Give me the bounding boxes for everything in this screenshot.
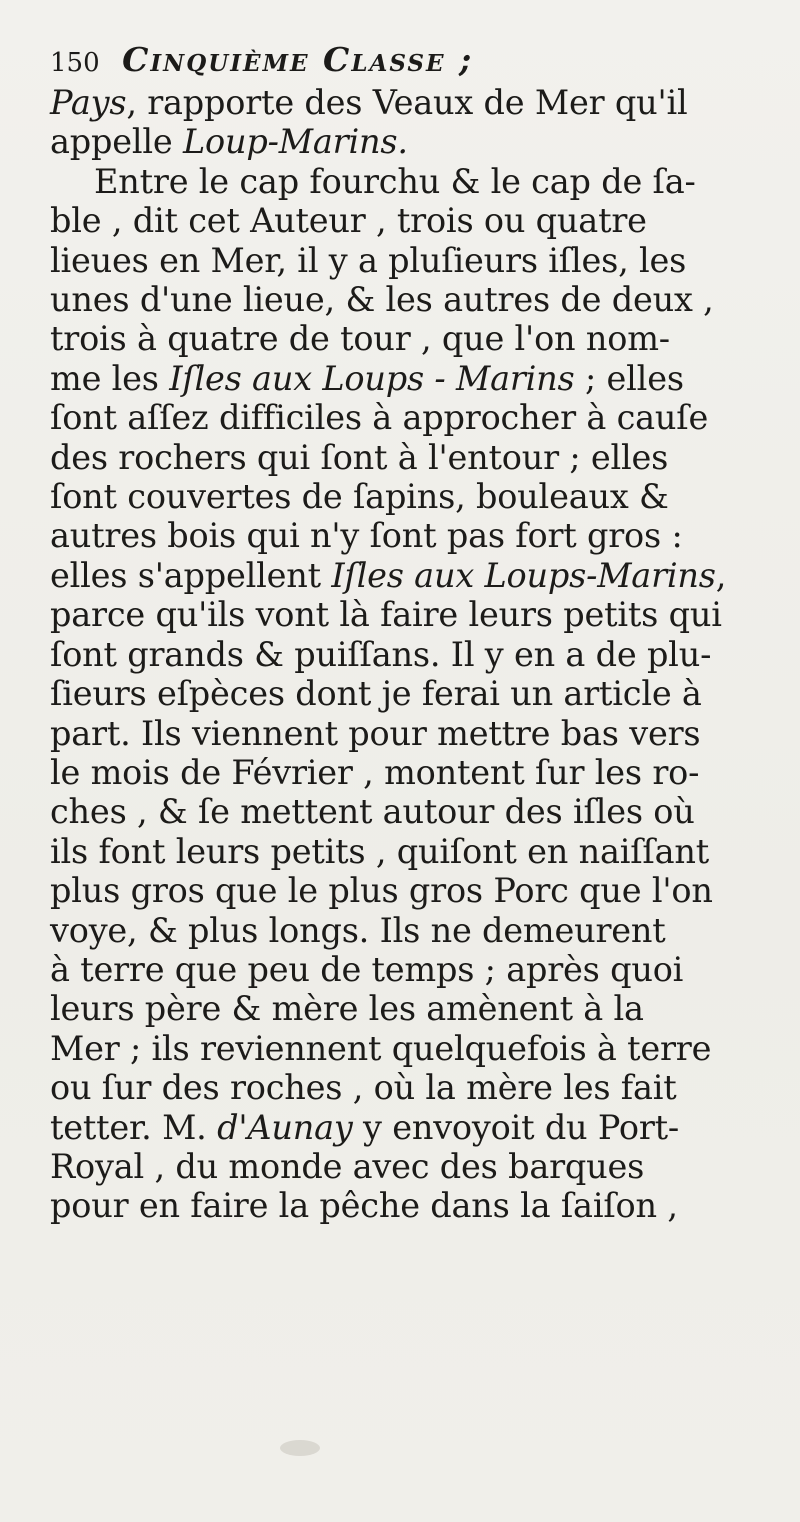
text-line bbox=[50, 753, 790, 792]
text-segment: part. Ils viennent pour mettre bas vers bbox=[50, 713, 701, 753]
text-segment: appelle bbox=[50, 122, 183, 162]
italic-text: Iſles aux Loups-Marins bbox=[331, 555, 716, 595]
text-segment: , rapporte des Veaux de Mer qu'il bbox=[126, 83, 688, 122]
text-segment: leurs père & mère les amènent à la bbox=[50, 989, 644, 1029]
ink-spot bbox=[280, 1440, 320, 1456]
text-line bbox=[50, 911, 790, 950]
text-line bbox=[50, 950, 790, 989]
text-segment: ſont grands & puiſſans. Il y en a de plu- bbox=[50, 634, 712, 674]
text-segment: me les bbox=[50, 358, 170, 398]
text-line bbox=[50, 792, 790, 831]
text-line bbox=[50, 280, 790, 319]
text-segment: ils font leurs petits , quiſont en naiſſant bbox=[50, 831, 710, 871]
text-segment: lieues en Mer, il y a pluſieurs iſles, les bbox=[50, 240, 687, 280]
italic-text: d'Aunay bbox=[217, 1107, 353, 1147]
text-segment: Entre le cap fourchu & le cap de ſa- bbox=[94, 161, 696, 201]
text-line bbox=[50, 595, 790, 634]
text-line bbox=[50, 319, 790, 358]
text-segment: plus gros que le plus gros Porc que l'on bbox=[50, 871, 713, 911]
text-segment: trois à quatre de tour , que l'on nom- bbox=[50, 319, 670, 359]
text-line bbox=[50, 1029, 790, 1068]
running-header bbox=[50, 40, 790, 83]
body-text bbox=[50, 83, 790, 1226]
text-line bbox=[50, 1108, 790, 1147]
text-segment: à terre que peu de temps ; après quoi bbox=[50, 949, 684, 989]
text-line bbox=[50, 871, 790, 910]
text-line bbox=[50, 516, 790, 555]
text-line bbox=[50, 122, 790, 161]
text-segment: ches , & ſe mettent autour des iſles où bbox=[50, 792, 695, 832]
text-line bbox=[50, 635, 790, 674]
text-segment: , bbox=[715, 555, 727, 595]
text-line bbox=[50, 438, 790, 477]
text-line bbox=[50, 241, 790, 280]
italic-text: Iſles aux Loups - Marins bbox=[169, 358, 575, 398]
text-line bbox=[50, 359, 790, 398]
text-line bbox=[50, 201, 790, 240]
text-segment: ; elles bbox=[574, 358, 684, 398]
text-line bbox=[50, 398, 790, 437]
text-line bbox=[50, 477, 790, 516]
text-segment: ſieurs eſpèces dont je ferai un article à bbox=[50, 674, 702, 714]
text-line bbox=[50, 674, 790, 713]
text-line bbox=[50, 832, 790, 871]
text-segment: ble , dit cet Auteur , trois ou quatre bbox=[50, 201, 647, 241]
text-segment: tetter. M. bbox=[50, 1107, 218, 1147]
text-line bbox=[50, 1068, 790, 1107]
text-line bbox=[50, 989, 790, 1028]
text-segment: des rochers qui ſont à l'entour ; elles bbox=[50, 437, 669, 477]
text-segment: ou ſur des roches , où la mère les fait bbox=[50, 1068, 677, 1108]
text-line bbox=[50, 1186, 790, 1225]
text-line bbox=[50, 162, 790, 201]
text-segment: unes d'une lieue, & les autres de deux , bbox=[50, 280, 714, 320]
running-title: Cinquième Classe ; bbox=[122, 40, 474, 79]
text-segment: ſont aſſez difficiles à approcher à cauſe bbox=[50, 398, 709, 438]
text-segment: Royal , du monde avec des barques bbox=[50, 1146, 645, 1186]
text-segment: autres bois qui n'y ſont pas fort gros : bbox=[50, 516, 683, 556]
page-number: 150 bbox=[50, 48, 100, 78]
text-block bbox=[50, 40, 790, 1226]
text-segment: pour en faire la pêche dans la ſaiſon , bbox=[50, 1186, 678, 1226]
text-line bbox=[50, 1147, 790, 1186]
italic-text: Loup-Marins. bbox=[183, 122, 408, 162]
text-line bbox=[50, 714, 790, 753]
text-segment: Mer ; ils reviennent quelquefois à terre bbox=[50, 1028, 712, 1068]
text-segment: ſont couvertes de ſapins, bouleaux & bbox=[50, 477, 669, 517]
italic-text: Pays bbox=[50, 83, 127, 122]
text-line bbox=[50, 556, 790, 595]
text-segment: elles s'appellent bbox=[50, 555, 332, 595]
text-segment: parce qu'ils vont là faire leurs petits qui bbox=[50, 595, 722, 635]
text-segment: voye, & plus longs. Ils ne demeurent bbox=[50, 910, 666, 950]
text-segment: y envoyoit du Port- bbox=[352, 1107, 680, 1147]
text-segment: le mois de Février , montent ſur les ro- bbox=[50, 752, 700, 792]
text-line bbox=[50, 83, 790, 122]
